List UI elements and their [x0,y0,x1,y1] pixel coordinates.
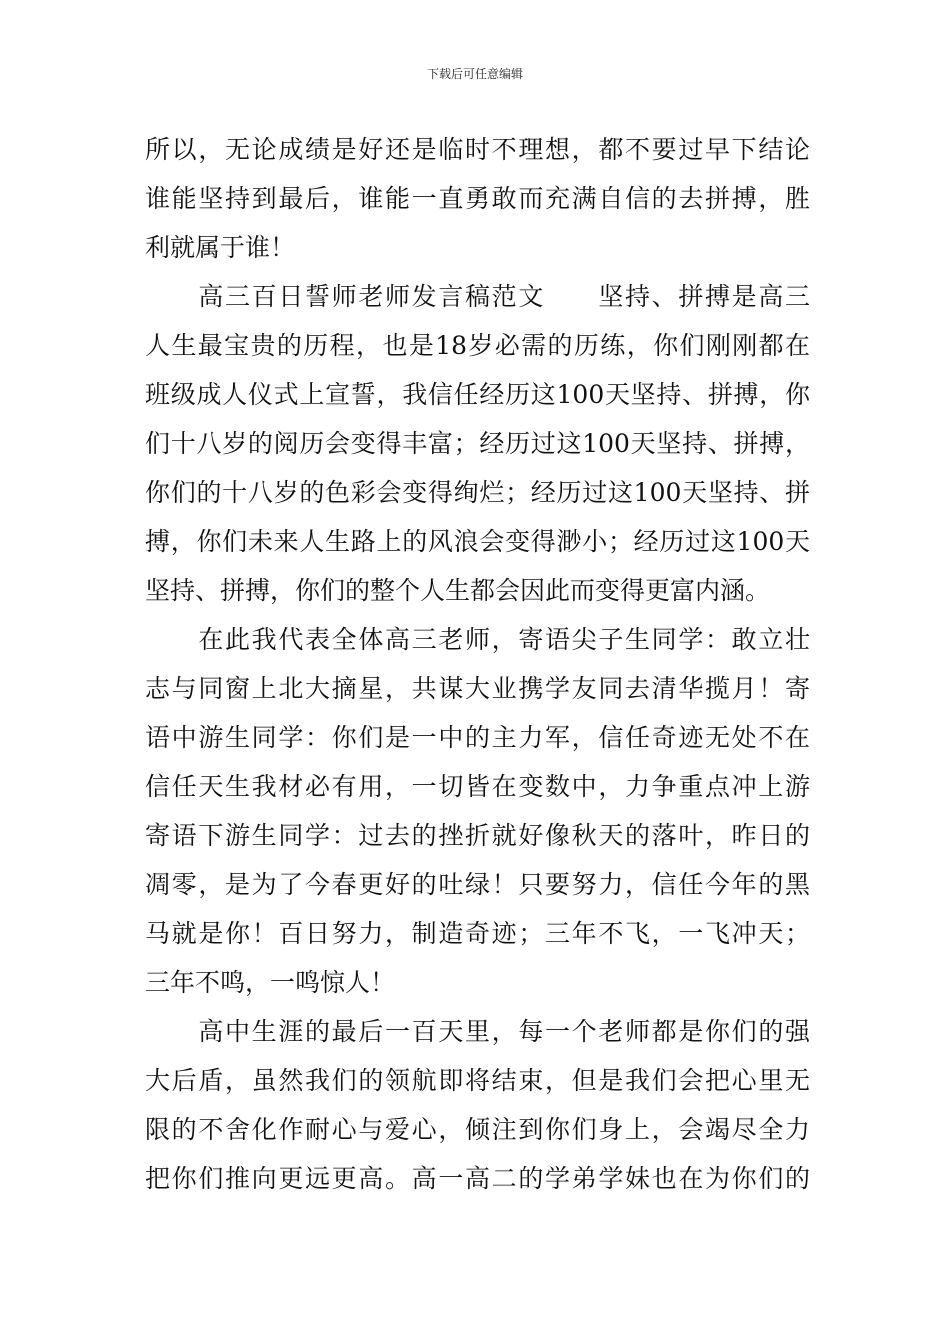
text-line: 高三百日誓师老师发言稿范文 坚持、拼搏是高三 [145,282,810,311]
text-line: 大后盾，虽然我们的领航即将结束，但是我们会把心里无 [145,1066,810,1095]
text-line: 马就是你！百日努力，制造奇迹；三年不飞，一飞冲天； [145,919,810,948]
text-line: 三年不鸣，一鸣惊人！ [145,968,396,997]
text-line: 寄语下游生同学：过去的挫折就好像秋天的落叶，昨日的 [145,821,810,850]
text-line: 人生最宝贵的历程，也是18岁必需的历练，你们刚刚都在 [145,331,810,360]
text-line: 凋零，是为了今春更好的吐绿！只要努力，信任今年的黑 [145,870,810,899]
text-line: 高中生涯的最后一百天里，每一个老师都是你们的强 [145,1017,810,1046]
text-line: 坚持、拼搏，你们的整个人生都会因此而变得更富内涵。 [145,576,771,605]
text-line: 你们的十八岁的色彩会变得绚烂；经历过这100天坚持、拼 [145,478,810,507]
text-line: 所以，无论成绩是好还是临时不理想，都不要过早下结论 [145,135,810,164]
text-line: 们十八岁的阅历会变得丰富；经历过这100天坚持、拼搏， [145,429,810,458]
text-line: 语中游生同学：你们是一中的主力军，信任奇迹无处不在 [145,723,810,752]
text-line: 搏，你们未来人生路上的风浪会变得渺小；经历过这100天 [145,527,810,556]
text-line: 信任天生我材必有用，一切皆在变数中，力争重点冲上游 [145,772,810,801]
text-line: 班级成人仪式上宣誓，我信任经历这100天坚持、拼搏，你 [145,380,810,409]
text-line: 利就属于谁！ [145,233,296,262]
document-body [145,125,810,1203]
text-line: 把你们推向更远更高。高一高二的学弟学妹也在为你们的 [145,1164,810,1193]
text-line: 在此我代表全体高三老师，寄语尖子生同学：敢立壮 [145,625,810,654]
text-line: 志与同窗上北大摘星，共谋大业携学友同去清华揽月！寄 [145,674,810,703]
header-note: 下载后可任意编辑 [426,67,523,81]
text-line: 谁能坚持到最后，谁能一直勇敢而充满自信的去拼搏，胜 [145,184,810,213]
text-line: 限的不舍化作耐心与爱心，倾注到你们身上，会竭尽全力 [145,1115,810,1144]
